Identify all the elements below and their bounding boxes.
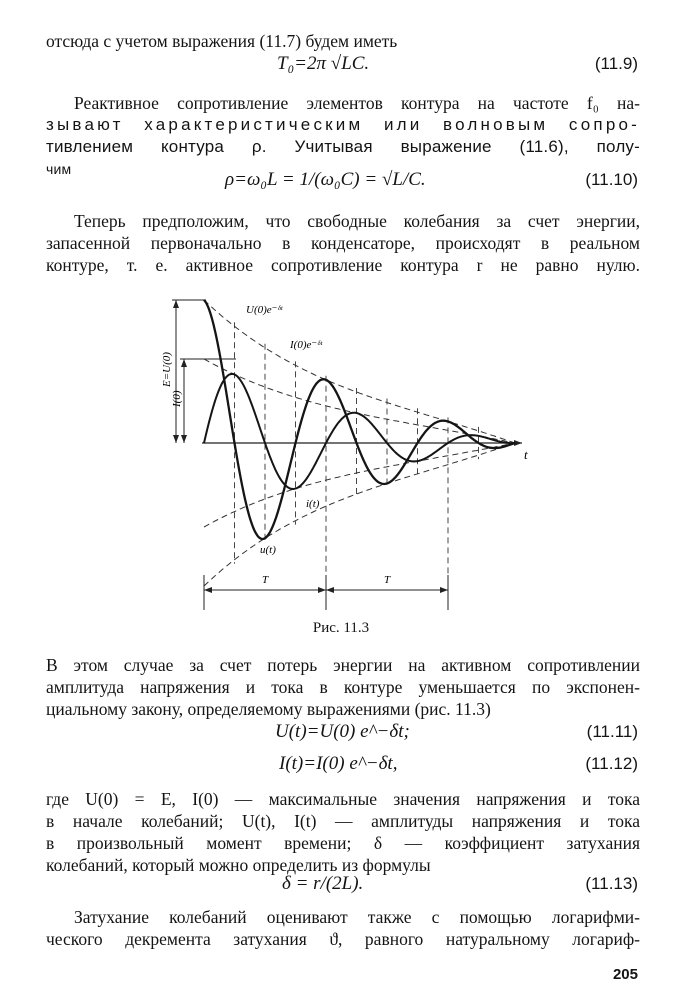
figure-caption: Рис. 11.3 xyxy=(312,620,370,636)
text-line-7: запасенной первоначально в конденсаторе, происходят в реальном xyxy=(46,233,640,253)
i-axis-arrow-bottom-icon xyxy=(181,435,187,443)
period-arrow-icon xyxy=(318,587,326,593)
period-label-1: T xyxy=(262,574,269,586)
text-line-9: В этом случае за счет потерь энергии на активном сопротивлении xyxy=(46,655,640,675)
period-arrow-icon xyxy=(440,587,448,593)
text-line-6: Теперь предположим, что свободные колебания за счет энергии, xyxy=(74,211,640,231)
text-line-1: отсюда с учетом выражения (11.7) будем иметь xyxy=(46,31,398,51)
i-axis-arrow-icon xyxy=(181,359,187,367)
figure-damped-oscillations xyxy=(150,285,540,610)
e-axis-label: E=U(0) xyxy=(161,352,173,387)
equation-number-11-9: (11.9) xyxy=(594,54,638,73)
text-line-15: колебаний, который можно определить из формулы xyxy=(46,855,431,875)
equation-number-11-11: (11.11) xyxy=(586,722,638,741)
text-line-12: где U(0) = E, I(0) — максимальные значения напряжения и тока xyxy=(46,789,640,809)
text-line-10: амплитуда напряжения и тока в контуре уменьшается по экспонен- xyxy=(46,677,640,697)
voltage-curve-label: u(t) xyxy=(260,544,276,556)
text-line-17: ческого декремента затухания ϑ, равного натуральному логариф- xyxy=(46,929,640,949)
u-envelope-label: U(0)e⁻ᵟᵗ xyxy=(246,304,283,316)
page-number: 205 xyxy=(612,966,638,983)
current-envelope xyxy=(204,443,514,527)
period-arrow-icon xyxy=(204,587,212,593)
text-line-16: Затухание колебаний оценивают также с помощью логарифми- xyxy=(74,907,640,927)
period-label-2: T xyxy=(384,574,391,586)
equation-11-11: U(t)=U(0) e^−δt; xyxy=(275,721,410,742)
equation-11-13: δ = r/(2L). xyxy=(282,873,364,894)
text-line-2: Реактивное сопротивление элементов контура на частоте f₀ на- xyxy=(74,93,640,113)
voltage-curve xyxy=(204,300,515,539)
text-line-13: в начале колебаний; U(t), I(t) — амплитуды напряжения и тока xyxy=(46,811,640,831)
voltage-envelope xyxy=(204,443,514,586)
e-axis-arrow-bottom-icon xyxy=(173,435,179,443)
text-line-5: чим xyxy=(46,161,72,177)
text-line-14: в произвольный момент времени; δ — коэффициент затухания xyxy=(46,833,640,853)
equation-11-10: ρ=ω₀L = 1/(ω₀C) = √L/C. xyxy=(225,169,426,190)
period-arrow-icon xyxy=(326,587,334,593)
text-line-8: контуре, т. е. активное сопротивление контура r не равно нулю. xyxy=(46,255,640,275)
equation-number-11-12: (11.12) xyxy=(585,754,638,773)
time-axis-arrow-icon xyxy=(514,440,522,446)
current-curve xyxy=(204,374,515,489)
text-line-11: циальному закону, определяемому выражениями (рис. 11.3) xyxy=(46,699,491,719)
equation-11-12: I(t)=I(0) e^−δt, xyxy=(279,753,398,774)
text-line-3: зывают характеристическим или волновым сопро- xyxy=(46,115,640,134)
i-envelope-label: I(0)e⁻ᵟᵗ xyxy=(290,339,323,351)
i-axis-label: I(0) xyxy=(171,390,183,407)
e-axis-arrow-icon xyxy=(173,300,179,308)
time-axis-label: t xyxy=(524,447,528,462)
equation-11-9: T₀=2π √LC. xyxy=(277,53,370,74)
equation-number-11-10: (11.10) xyxy=(585,170,638,189)
current-curve-label: i(t) xyxy=(306,498,320,510)
text-line-4: тивлением контура ρ. Учитывая выражение (11.6), полу- xyxy=(46,137,640,156)
equation-number-11-13: (11.13) xyxy=(585,874,638,893)
voltage-envelope xyxy=(204,300,514,443)
